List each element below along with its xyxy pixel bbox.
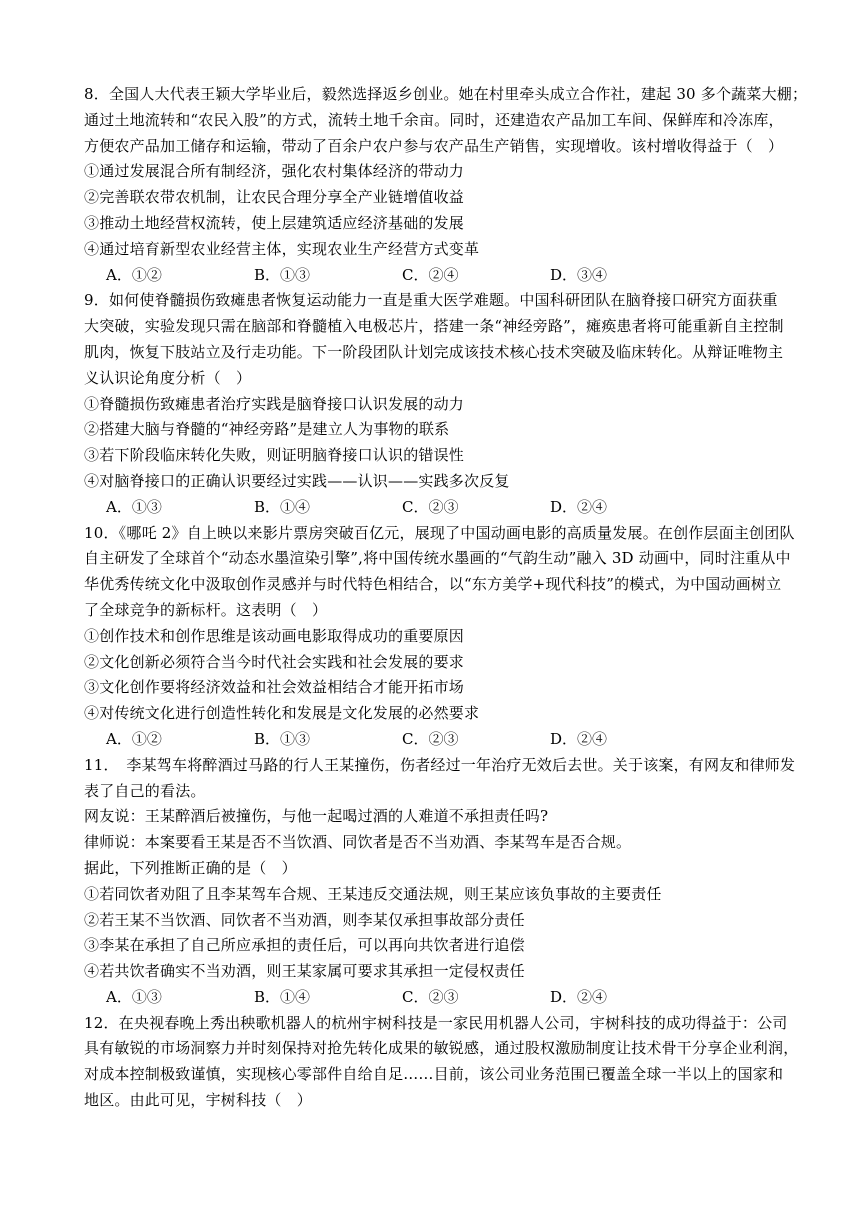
- answer-options: [84, 727, 784, 753]
- stem-line: 12．在央视春晚上秀出秧歌机器人的杭州宇树科技是一家民用机器人公司，宇树科技的成功得益于：公司: [84, 1013, 788, 1032]
- statement-item: ②文化创新必须符合当今时代社会实践和社会发展的要求: [84, 652, 465, 671]
- statement-item: ①若同饮者劝阻了且李某驾车合规、王某违反交通法规，则王某应该负事故的主要责任: [84, 884, 662, 903]
- statement-item: ④通过培育新型农业经营主体，实现农业生产经营方式变革: [84, 239, 480, 258]
- stem-line: 对成本控制极致谨慎，实现核心零部件自给自足……目前，该公司业务范围已覆盖全球一半以上的国家和: [84, 1065, 784, 1084]
- answer-option: D．②④: [550, 729, 608, 748]
- question-10: [84, 521, 795, 753]
- stem-line: 了全球竞争的新标杆。这表明（ ）: [84, 600, 328, 619]
- statement-list: [84, 159, 784, 262]
- stem-line: 大突破，实验发现只需在脑部和脊髓植入电极芯片，搭建一条“神经旁路”，瘫痪患者将可能重新自主控制: [84, 317, 784, 336]
- answer-options: [84, 495, 784, 521]
- answer-option: A．①②: [106, 729, 162, 748]
- statement-item: ②完善联农带农机制，让农民合理分享全产业链增值收益: [84, 188, 465, 207]
- question-stem: [84, 288, 784, 391]
- answer-option: A．①③: [106, 987, 162, 1006]
- statement-item: ④若共饮者确实不当劝酒，则王某家属可要求其承担一定侵权责任: [84, 962, 525, 981]
- question-11: [84, 753, 796, 1011]
- answer-option: C．②④: [402, 265, 459, 284]
- stem-line: 网友说：王某醉酒后被撞伤，与他一起喝过酒的人难道不承担责任吗?: [84, 807, 549, 826]
- answer-option: A．①②: [106, 265, 162, 284]
- stem-line: 自主研发了全球首个“动态水墨渲染引擎”,将中国传统水墨画的“气韵生动”融入 3D 动画中，同时注重从中: [84, 549, 791, 568]
- stem-line: 据此，下列推断正确的是（ ）: [84, 858, 297, 877]
- question-stem: [84, 521, 795, 624]
- question-stem: [84, 82, 808, 159]
- answer-option: B．①④: [254, 987, 311, 1006]
- answer-option: C．②③: [402, 987, 459, 1006]
- answer-options: [84, 985, 784, 1011]
- statement-item: ②搭建大脑与脊髓的“神经旁路”是建立人为事物的联系: [84, 420, 450, 439]
- statement-item: ③推动土地经营权流转，使上层建筑适应经济基础的发展: [84, 213, 465, 232]
- stem-line: 10．《哪吒 2》自上映以来影片票房突破百亿元，展现了中国动画电影的高质量发展。在创作层面主创团队: [84, 523, 795, 542]
- answer-option: A．①③: [106, 497, 162, 516]
- question-12: [84, 1011, 799, 1114]
- stem-line: 方便农产品加工储存和运输，带动了百余户农户参与农产品生产销售，实现增收。该村增收得益于（ ）: [84, 136, 784, 155]
- stem-line: 华优秀传统文化中汲取创作灵感并与时代特色相结合，以“东方美学+现代科技”的模式，为中国动画树立: [84, 575, 782, 594]
- stem-line: 义认识论角度分析（ ）: [84, 368, 252, 387]
- stem-line: 律师说：本案要看王某是否不当饮酒、同饮者是否不当劝酒、李某驾车是否合规。: [84, 833, 632, 852]
- statement-list: [84, 882, 784, 985]
- statement-item: ③文化创作要将经济效益和社会效益相结合才能开拓市场: [84, 678, 465, 697]
- statement-item: ③李某在承担了自己所应承担的责任后，可以再向共饮者进行追偿: [84, 936, 525, 955]
- statement-item: ①通过发展混合所有制经济，强化农村集体经济的带动力: [84, 162, 465, 181]
- statement-item: ②若王某不当饮酒、同饮者不当劝酒，则李某仅承担事故部分责任: [84, 910, 525, 929]
- statement-item: ①创作技术和创作思维是该动画电影取得成功的重要原因: [84, 626, 465, 645]
- stem-line: 通过土地流转和“农民入股”的方式，流转土地千余亩。同时，还建造农产品加工车间、保鲜库和冷冻库，: [84, 110, 784, 129]
- answer-option: D．②④: [550, 497, 608, 516]
- answer-option: B．①④: [254, 497, 311, 516]
- answer-option: D．③④: [550, 265, 608, 284]
- answer-options: [84, 263, 784, 289]
- answer-option: D．②④: [550, 987, 608, 1006]
- statement-item: ①脊髓损伤致瘫患者治疗实践是脑脊接口认识发展的动力: [84, 394, 465, 413]
- stem-line: 肌肉，恢复下肢站立及行走功能。下一阶段团队计划完成该技术核心技术突破及临床转化。从辩证唯物主: [84, 342, 784, 361]
- statement-item: ④对传统文化进行创造性转化和发展是文化发展的必然要求: [84, 704, 480, 723]
- statement-list: [84, 624, 784, 727]
- answer-option: C．②③: [402, 497, 459, 516]
- stem-line: 9．如何使脊髓损伤致瘫患者恢复运动能力一直是重大医学难题。中国科研团队在脑脊接口研究方面获重: [84, 291, 778, 310]
- question-8: [84, 82, 808, 288]
- answer-option: B．①③: [254, 729, 311, 748]
- stem-line: 具有敏锐的市场洞察力并时刻保持对抢先转化成果的敏锐感，通过股权激励制度让技术骨干分享企业利润，: [84, 1039, 799, 1058]
- exam-page: [84, 82, 808, 1114]
- statement-item: ③若下阶段临床转化失败，则证明脑脊接口认识的错误性: [84, 446, 465, 465]
- question-9: [84, 288, 784, 520]
- statement-list: [84, 392, 784, 495]
- answer-option: C．②③: [402, 729, 459, 748]
- stem-line: 8．全国人大代表王颖大学毕业后，毅然选择返乡创业。她在村里牵头成立合作社，建起 30 多个蔬菜大棚；: [84, 85, 808, 103]
- answer-option: B．①③: [254, 265, 311, 284]
- stem-line: 表了自己的看法。: [84, 781, 206, 800]
- stem-line: 11． 李某驾车将醉酒过马路的行人王某撞伤，伤者经过一年治疗无效后去世。关于该案，有网友和律师发: [84, 755, 796, 774]
- statement-item: ④对脑脊接口的正确认识要经过实践——认识——实践多次反复: [84, 471, 510, 490]
- question-stem: [84, 1011, 799, 1114]
- question-stem: [84, 753, 796, 882]
- stem-line: 地区。由此可见，宇树科技（ ）: [84, 1091, 313, 1110]
